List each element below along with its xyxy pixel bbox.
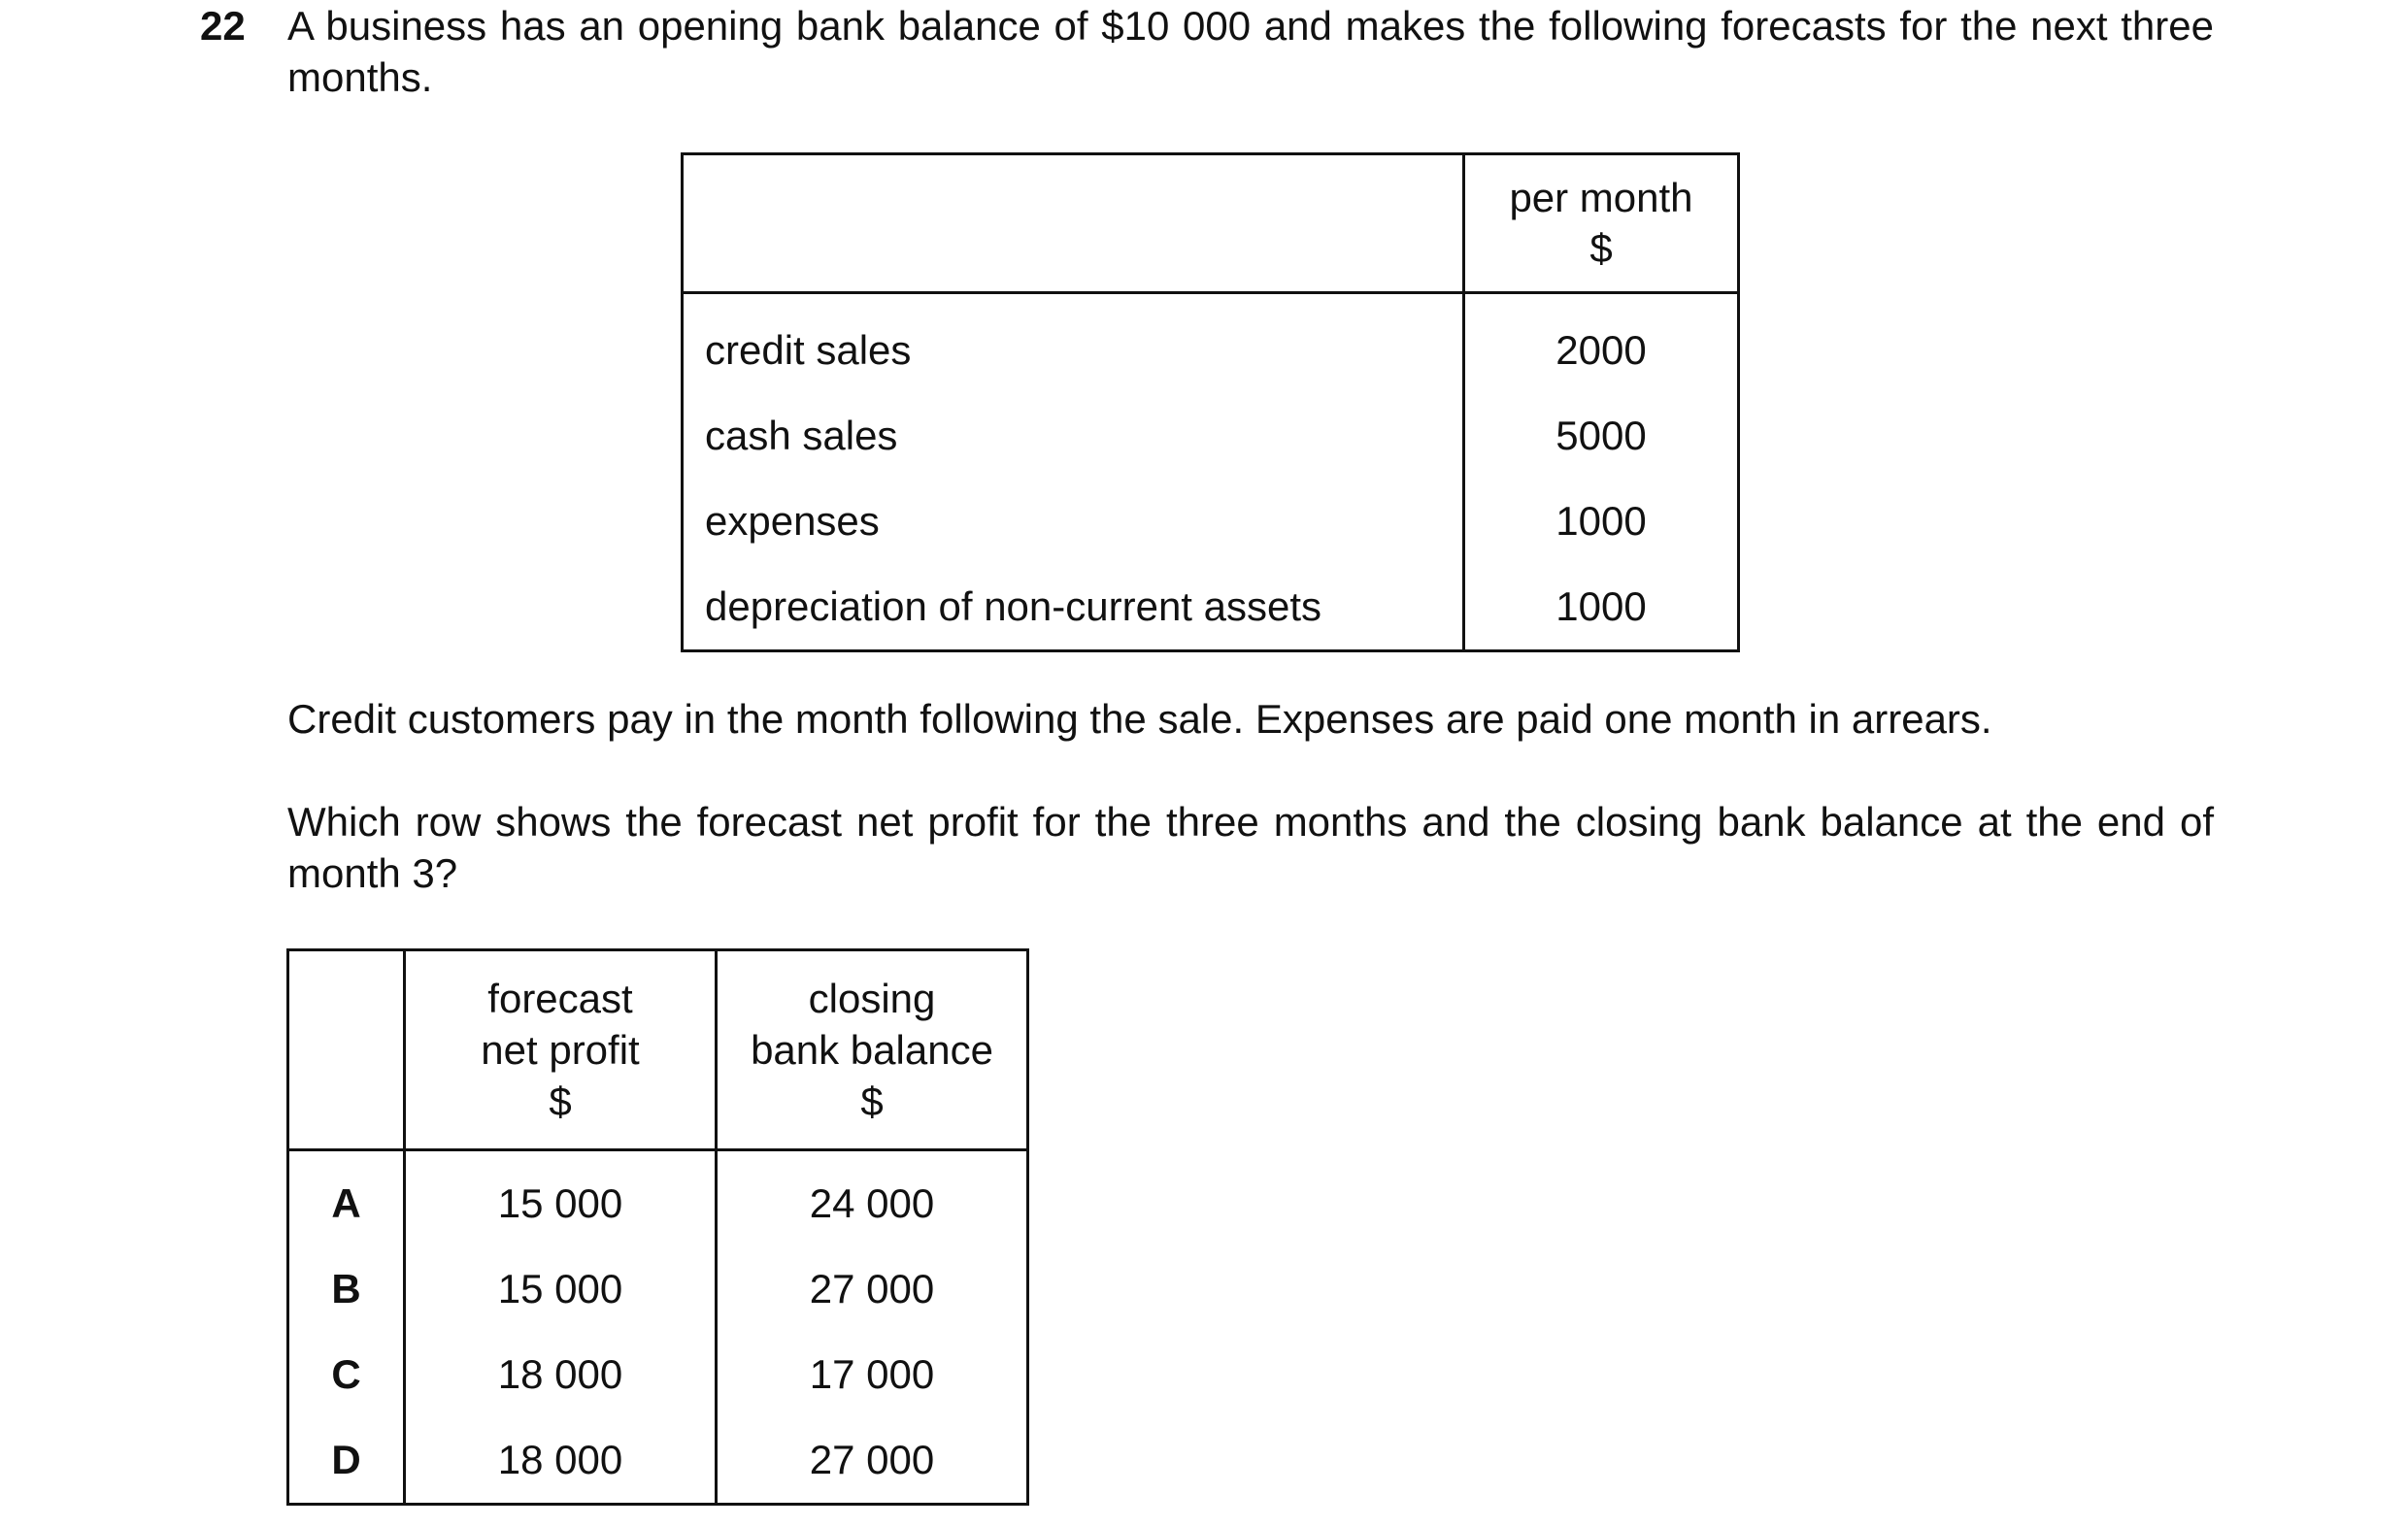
forecast-row-label: expenses <box>683 479 1464 564</box>
option-profit: 18 000 <box>405 1417 717 1505</box>
forecast-header-per-month <box>1464 154 1739 293</box>
option-balance: 27 000 <box>717 1417 1028 1505</box>
balance-header-line: bank balance <box>751 1027 993 1073</box>
option-row-a[interactable] <box>288 1150 1028 1247</box>
forecast-row <box>683 479 1739 564</box>
options-header-balance <box>717 950 1028 1150</box>
options-header-profit <box>405 950 717 1150</box>
options-header-row <box>288 950 1028 1150</box>
forecast-row-label: cash sales <box>683 393 1464 479</box>
answer-options-table <box>286 948 1029 1506</box>
forecast-row-label: depreciation of non-current assets <box>683 564 1464 651</box>
per-month-label: per month <box>1509 175 1693 220</box>
forecast-table <box>681 152 1740 652</box>
option-profit: 18 000 <box>405 1332 717 1417</box>
option-letter[interactable]: B <box>288 1246 405 1332</box>
option-profit: 15 000 <box>405 1246 717 1332</box>
option-profit: 15 000 <box>405 1150 717 1247</box>
question-note: Credit customers pay in the month following the sale. Expenses are paid one month in arrears. <box>287 696 1992 742</box>
option-letter[interactable]: C <box>288 1332 405 1417</box>
forecast-row-value: 2000 <box>1464 293 1739 394</box>
question-prompt: Which row shows the forecast net profit for the three months and the closing bank balance at the end of month 3? <box>287 799 2214 896</box>
option-row-c[interactable] <box>288 1332 1028 1417</box>
forecast-row-value: 5000 <box>1464 393 1739 479</box>
per-month-unit: $ <box>1589 225 1613 271</box>
question-number: 22 <box>200 3 246 49</box>
balance-header-unit: $ <box>860 1079 884 1124</box>
profit-header-unit: $ <box>549 1079 572 1124</box>
profit-header-line: net profit <box>481 1027 640 1073</box>
options-header-blank <box>288 950 405 1150</box>
option-row-d[interactable] <box>288 1417 1028 1505</box>
profit-header-line: forecast <box>487 976 633 1021</box>
option-balance: 24 000 <box>717 1150 1028 1247</box>
option-letter[interactable]: D <box>288 1417 405 1505</box>
forecast-header-blank <box>683 154 1464 293</box>
forecast-row <box>683 293 1739 394</box>
balance-header-line: closing <box>808 976 936 1021</box>
forecast-row-value: 1000 <box>1464 564 1739 651</box>
forecast-header-row <box>683 154 1739 293</box>
option-balance: 27 000 <box>717 1246 1028 1332</box>
option-balance: 17 000 <box>717 1332 1028 1417</box>
forecast-row-value: 1000 <box>1464 479 1739 564</box>
forecast-row <box>683 564 1739 651</box>
forecast-row-label: credit sales <box>683 293 1464 394</box>
option-letter[interactable]: A <box>288 1150 405 1247</box>
option-row-b[interactable] <box>288 1246 1028 1332</box>
question-stem: A business has an opening bank balance of $10 000 and makes the following forecasts for the next three months. <box>287 3 2214 100</box>
forecast-row <box>683 393 1739 479</box>
